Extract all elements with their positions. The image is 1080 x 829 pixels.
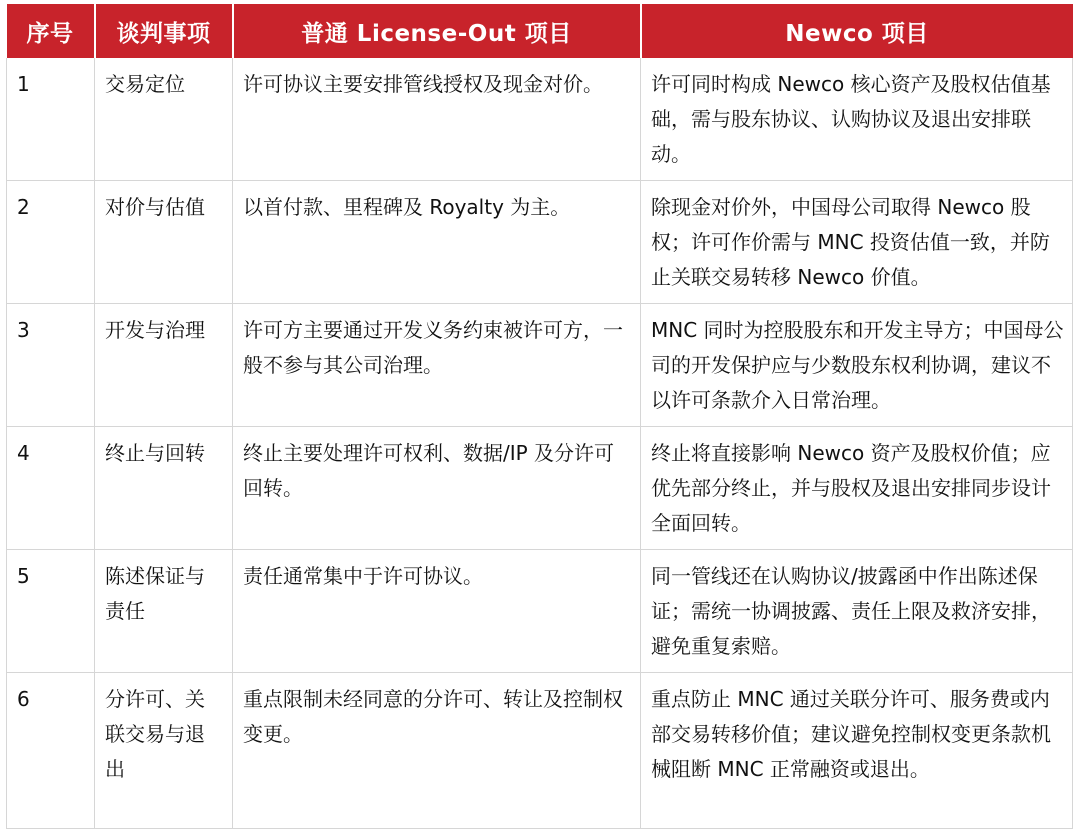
cell-license-out: 以首付款、里程碑及 Royalty 为主。: [233, 181, 641, 304]
cell-topic: 开发与治理: [95, 304, 233, 427]
header-no: 序号: [7, 4, 95, 58]
comparison-table-container: [6, 4, 1072, 818]
cell-no: 5: [7, 550, 95, 673]
header-topic: 谈判事项: [95, 4, 233, 58]
cell-newco: 同一管线还在认购协议/披露函中作出陈述保证；需统一协调披露、责任上限及救济安排，避免重复索赔。: [641, 550, 1073, 673]
cell-no: 4: [7, 427, 95, 550]
cell-newco: 除现金对价外，中国母公司取得 Newco 股权；许可作价需与 MNC 投资估值一致，并防止关联交易转移 Newco 价值。: [641, 181, 1073, 304]
cell-topic: 交易定位: [95, 58, 233, 181]
table-row: [7, 673, 1073, 829]
table-row: [7, 304, 1073, 427]
cell-topic: 陈述保证与责任: [95, 550, 233, 673]
cell-no: 3: [7, 304, 95, 427]
cell-newco: 终止将直接影响 Newco 资产及股权价值；应优先部分终止，并与股权及退出安排同步设计全面回转。: [641, 427, 1073, 550]
cell-license-out: 许可方主要通过开发义务约束被许可方，一般不参与其公司治理。: [233, 304, 641, 427]
header-license-out: 普通 License-Out 项目: [233, 4, 641, 58]
cell-license-out: 责任通常集中于许可协议。: [233, 550, 641, 673]
table-row: [7, 550, 1073, 673]
cell-license-out: 终止主要处理许可权利、数据/IP 及分许可回转。: [233, 427, 641, 550]
comparison-table: [6, 4, 1073, 829]
cell-newco: 许可同时构成 Newco 核心资产及股权估值基础，需与股东协议、认购协议及退出安排联动。: [641, 58, 1073, 181]
cell-topic: 对价与估值: [95, 181, 233, 304]
cell-license-out: 重点限制未经同意的分许可、转让及控制权变更。: [233, 673, 641, 829]
table-row: [7, 427, 1073, 550]
table-row: [7, 58, 1073, 181]
cell-topic: 终止与回转: [95, 427, 233, 550]
cell-newco: 重点防止 MNC 通过关联分许可、服务费或内部交易转移价值；建议避免控制权变更条款机械阻断 MNC 正常融资或退出。: [641, 673, 1073, 829]
table-header-row: [7, 4, 1073, 58]
cell-topic: 分许可、关联交易与退出: [95, 673, 233, 829]
cell-no: 1: [7, 58, 95, 181]
cell-no: 2: [7, 181, 95, 304]
header-newco: Newco 项目: [641, 4, 1073, 58]
cell-no: 6: [7, 673, 95, 829]
cell-newco: MNC 同时为控股股东和开发主导方；中国母公司的开发保护应与少数股东权利协调，建议不以许可条款介入日常治理。: [641, 304, 1073, 427]
cell-license-out: 许可协议主要安排管线授权及现金对价。: [233, 58, 641, 181]
table-row: [7, 181, 1073, 304]
